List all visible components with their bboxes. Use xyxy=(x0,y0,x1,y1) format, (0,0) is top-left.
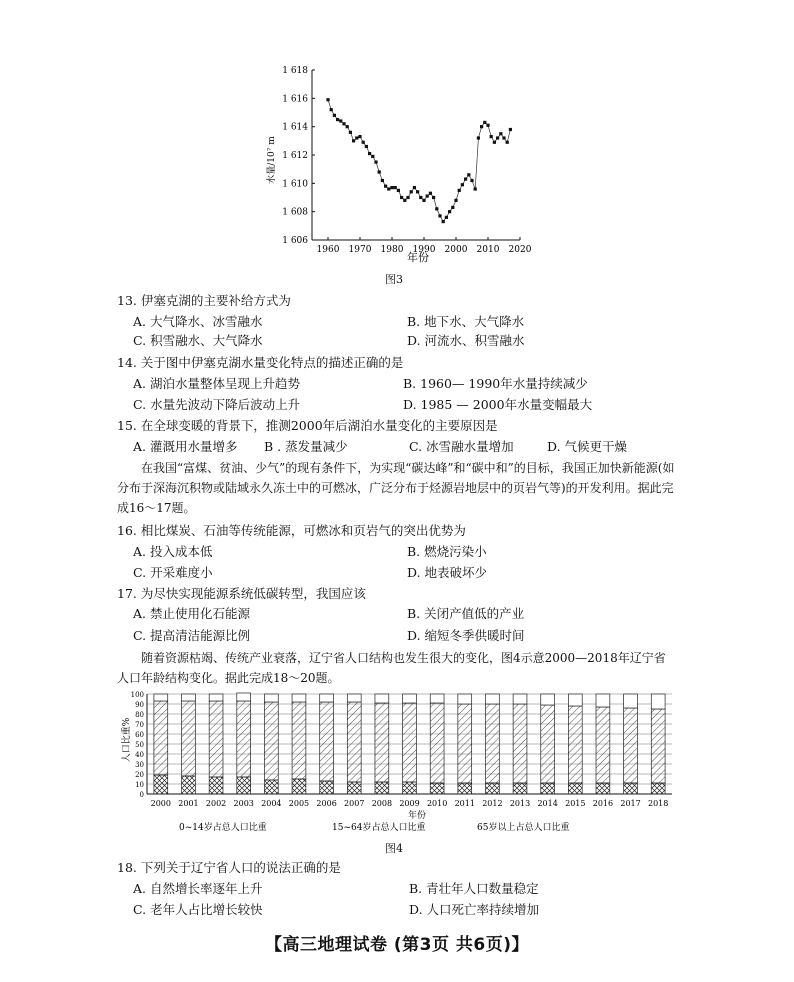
fig3-point xyxy=(410,190,413,193)
fig3-point xyxy=(397,189,400,192)
fig4-bar-segment xyxy=(237,701,251,777)
fig3-point xyxy=(483,121,486,124)
question-17-option-c: C. 提高清洁能源比例 xyxy=(133,628,251,643)
question-16-option-d: D. 地表破坏少 xyxy=(407,565,488,580)
fig4-bar-segment xyxy=(182,776,196,794)
fig4-y-tick-label: 10 xyxy=(135,781,144,789)
fig4-x-tick-label: 2018 xyxy=(648,799,669,808)
fig4-bar-segment xyxy=(403,703,417,782)
fig3-y-tick-label: 1 606 xyxy=(282,236,308,246)
fig3-point xyxy=(333,114,336,117)
fig3-point xyxy=(445,216,448,219)
question-18-option-a: A. 自然增长率逐年上升 xyxy=(133,881,263,896)
fig4-bar-segment xyxy=(596,783,610,794)
fig3-point xyxy=(355,136,358,139)
fig3-x-tick-label: 1980 xyxy=(380,245,404,255)
fig3-point xyxy=(394,186,397,189)
fig4-bar-segment xyxy=(292,702,306,779)
fig3-point xyxy=(384,185,387,188)
fig4-bar-segment xyxy=(541,694,555,705)
fig4-y-tick-label: 60 xyxy=(135,731,144,739)
fig3-point xyxy=(493,141,496,144)
fig4-bar-segment xyxy=(237,693,251,701)
fig4-legend-3: 65岁以上占总人口比重 xyxy=(477,823,570,833)
fig3-point xyxy=(419,196,422,199)
fig4-bar-segment xyxy=(485,694,499,704)
fig4-bar-segment xyxy=(651,709,665,783)
fig4-y-tick-label: 30 xyxy=(135,761,144,769)
fig4-x-tick-label: 2017 xyxy=(620,799,641,808)
fig3-point xyxy=(358,135,361,138)
fig4-bar-segment xyxy=(209,701,223,777)
fig4-bar-segment xyxy=(596,694,610,707)
fig4-bar-segment xyxy=(458,704,472,783)
fig3-point xyxy=(461,183,464,186)
fig3-marks xyxy=(326,98,512,223)
fig3-point xyxy=(496,136,499,139)
fig3-axes xyxy=(312,70,520,240)
fig4-x-tick-label: 2000 xyxy=(150,799,171,808)
fig3-point xyxy=(339,119,342,122)
question-15-option-c: C. 冰雪融水量增加 xyxy=(409,439,514,454)
fig3-point xyxy=(480,125,483,128)
question-14-option-d: D. 1985 — 2000年水量变幅最大 xyxy=(403,397,593,412)
fig3-tick-labels xyxy=(282,66,531,255)
passage-energy: 在我国“富煤、贫油、少气”的现有条件下，为实现“碳达峰”和“碳中和”的目标，我国正加快新能源(如分布于深海沉积物或陆域永久冻土中的可燃冰，广泛分布于烃源岩地层中的页岩气等)的开发利用。据此完成16～17题。 xyxy=(117,461,675,515)
fig4-bar-segment xyxy=(541,783,555,794)
fig4-bar-segment xyxy=(430,703,444,783)
fig4-bar-segment xyxy=(347,782,361,794)
question-13-option-a: A. 大气降水、冰雪融水 xyxy=(133,314,263,329)
fig3-point xyxy=(499,132,502,135)
fig4-bar-segment xyxy=(209,694,223,701)
passage-population: 随着资源枯竭、传统产业衰落，辽宁省人口结构也发生很大的变化，图4示意2000—2018年辽宁省人口年龄结构变化。据此完成18～20题。 xyxy=(117,651,666,685)
fig4-x-tick-label: 2016 xyxy=(592,799,614,808)
fig4-y-tick-label: 20 xyxy=(135,771,144,779)
question-17-stem: 17. 为尽快实现能源系统低碳转型，我国应该 xyxy=(117,586,366,601)
fig3-point xyxy=(464,177,467,180)
fig4-y-tick-label: 0 xyxy=(139,791,144,799)
question-16-option-b: B. 燃烧污染小 xyxy=(407,544,487,559)
fig4-bar-segment xyxy=(264,780,278,794)
fig4-bar-segment xyxy=(458,783,472,794)
question-15-stem: 15. 在全球变暖的背景下，推测2000年后湖泊水量变化的主要原因是 xyxy=(117,418,498,433)
fig3-point xyxy=(448,210,451,213)
fig4-x-tick-label: 2014 xyxy=(537,799,558,808)
fig3-point xyxy=(406,196,409,199)
fig3-x-tick-label: 1990 xyxy=(412,245,436,255)
fig4-bar-segment xyxy=(403,694,417,703)
fig4-bar-segment xyxy=(513,783,527,794)
fig4-bar-segment xyxy=(154,694,168,701)
fig4-bar-segment xyxy=(264,702,278,780)
fig3-point xyxy=(403,199,406,202)
fig4-bar-segment xyxy=(651,694,665,709)
question-13-stem: 13. 伊塞克湖的主要补给方式为 xyxy=(117,293,291,308)
fig3-point xyxy=(470,179,473,182)
fig4-bars xyxy=(154,693,665,794)
fig4-bar-segment xyxy=(624,783,638,794)
fig3-y-tick-label: 1 608 xyxy=(282,207,308,218)
fig4-y-tick-label: 80 xyxy=(135,711,144,719)
fig3-x-tick-label: 2000 xyxy=(444,245,468,255)
fig4-bar-segment xyxy=(182,701,196,776)
fig3-x-tick-label: 2010 xyxy=(476,245,500,255)
fig4-x-tick-label: 2007 xyxy=(344,799,365,808)
fig4-bar-segment xyxy=(513,694,527,704)
fig4-bar-segment xyxy=(624,708,638,783)
fig3-x-tick-label: 1970 xyxy=(348,245,372,255)
fig3-point xyxy=(374,160,377,163)
fig3-point xyxy=(502,136,505,139)
fig4-bar-segment xyxy=(485,783,499,794)
fig3-point xyxy=(330,108,333,111)
fig3-point xyxy=(346,125,349,128)
fig3-point xyxy=(429,192,432,195)
fig3-point xyxy=(387,187,390,190)
fig4-x-tick-label: 2003 xyxy=(233,799,254,808)
fig3-point xyxy=(381,179,384,182)
fig3-point xyxy=(342,122,345,125)
fig3-y-tick-label: 1 614 xyxy=(282,122,308,133)
fig4-bar-segment xyxy=(375,703,389,782)
question-14-stem: 14. 关于图中伊塞克湖水量变化特点的描述正确的是 xyxy=(117,355,404,370)
fig4-bar-segment xyxy=(375,694,389,703)
fig3-point xyxy=(451,206,454,209)
fig4-y-axis-label: 人口比重% xyxy=(122,717,132,763)
fig3-point xyxy=(506,141,509,144)
fig4-bar-segment xyxy=(651,783,665,794)
fig4-bar-segment xyxy=(182,694,196,701)
page-footer: 【高三地理试卷 (第3页 共6页)】 xyxy=(264,935,530,955)
fig4-bar-segment xyxy=(320,781,334,794)
fig4-bar-segment xyxy=(154,701,168,775)
fig3-point xyxy=(378,170,381,173)
fig4-x-tick-label: 2012 xyxy=(482,799,503,808)
fig4-x-tick-label: 2013 xyxy=(509,799,531,808)
fig3-y-tick-label: 1 616 xyxy=(282,94,308,105)
fig3-y-tick-label: 1 610 xyxy=(282,179,308,190)
question-17-option-b: B. 关闭产值低的产业 xyxy=(407,606,525,621)
fig4-x-tick-label: 2008 xyxy=(371,799,393,808)
fig4-bar-segment xyxy=(403,782,417,794)
fig3-point xyxy=(349,131,352,134)
fig4-legend-2: 15~64岁占总人口比重 xyxy=(332,823,426,833)
fig3-point xyxy=(365,145,368,148)
fig3-point xyxy=(416,190,419,193)
fig3-point xyxy=(362,141,365,144)
fig4-bar-segment xyxy=(568,694,582,706)
fig3-x-axis-label: 年份 xyxy=(407,251,429,264)
fig4-x-tick-label: 2015 xyxy=(565,799,586,808)
fig3-point xyxy=(422,199,425,202)
fig4-y-tick-label: 90 xyxy=(135,701,144,709)
fig3-y-tick-label: 1 612 xyxy=(282,151,308,161)
question-18-option-d: D. 人口死亡率持续增加 xyxy=(409,902,540,917)
fig4-x-tick-label: 2004 xyxy=(261,799,282,808)
fig4-bar-segment xyxy=(292,779,306,794)
fig4-bar-segment xyxy=(624,694,638,708)
fig4-y-tick-label: 70 xyxy=(135,721,144,729)
fig4-x-tick-label: 2010 xyxy=(426,799,448,808)
question-18-stem: 18. 下列关于辽宁省人口的说法正确的是 xyxy=(117,860,341,875)
fig4-x-axis-label: 年份 xyxy=(407,811,427,821)
fig4-bar-segment xyxy=(568,706,582,783)
fig4-bar-segment xyxy=(596,707,610,783)
fig3-point xyxy=(432,196,435,199)
question-16-option-a: A. 投入成本低 xyxy=(133,544,213,559)
fig3-point xyxy=(454,199,457,202)
fig4-y-tick-label: 40 xyxy=(135,751,144,759)
fig4-bar-segment xyxy=(375,782,389,794)
fig4-bar-segment xyxy=(568,783,582,794)
question-15-option-b: B . 蒸发量减少 xyxy=(264,439,348,454)
fig3-point xyxy=(326,98,329,101)
figure-4-chart xyxy=(117,688,677,838)
question-14-option-b: B. 1960— 1990年水量持续减少 xyxy=(403,376,588,391)
question-17-option-d: D. 缩短冬季供暖时间 xyxy=(407,628,525,643)
figure-3-caption: 图3 xyxy=(385,273,403,286)
fig4-x-tick-label: 2011 xyxy=(454,799,475,808)
question-14-option-a: A. 湖泊水量整体呈现上升趋势 xyxy=(133,376,300,391)
fig4-bar-segment xyxy=(430,783,444,794)
question-17-option-a: A. 禁止使用化石能源 xyxy=(133,606,250,621)
question-18-option-c: C. 老年人占比增长较快 xyxy=(133,902,263,917)
fig3-point xyxy=(438,214,441,217)
fig4-bar-segment xyxy=(320,694,334,702)
fig3-point xyxy=(336,118,339,121)
fig4-bar-segment xyxy=(292,694,306,702)
fig3-point xyxy=(435,207,438,210)
fig3-point xyxy=(371,155,374,158)
fig3-point xyxy=(509,128,512,131)
fig3-point xyxy=(352,139,355,142)
fig4-bar-segment xyxy=(264,694,278,702)
fig3-series-line xyxy=(328,100,510,222)
fig3-y-tick-label: 1 618 xyxy=(282,66,308,76)
fig4-y-tick-label: 50 xyxy=(135,741,144,749)
question-16-stem: 16. 相比煤炭、石油等传统能源，可燃冰和页岩气的突出优势为 xyxy=(117,523,466,538)
fig4-legend-1: 0~14岁占总人口比重 xyxy=(179,823,267,833)
fig4-bar-segment xyxy=(347,702,361,782)
question-18-option-b: B. 青壮年人口数量稳定 xyxy=(409,881,539,896)
fig3-point xyxy=(458,189,461,192)
fig3-point xyxy=(442,220,445,223)
question-13-option-d: D. 河流水、积雪融水 xyxy=(407,333,525,348)
fig4-bar-segment xyxy=(485,704,499,783)
fig4-bar-segment xyxy=(320,702,334,781)
fig4-bar-segment xyxy=(347,694,361,702)
figure-3-chart xyxy=(260,60,540,290)
fig4-x-tick-label: 2005 xyxy=(288,799,310,808)
fig3-point xyxy=(474,187,477,190)
fig3-point xyxy=(390,186,393,189)
fig3-y-axis-label: 水量/10⁷ m xyxy=(267,136,277,184)
fig4-bar-segment xyxy=(541,705,555,783)
fig3-point xyxy=(477,136,480,139)
fig3-point xyxy=(486,124,489,127)
question-13-option-c: C. 积雪融水、大气降水 xyxy=(133,333,263,348)
fig4-bar-segment xyxy=(430,694,444,703)
figure-4-caption: 图4 xyxy=(385,842,403,855)
fig3-point xyxy=(467,173,470,176)
fig4-x-tick-label: 2006 xyxy=(316,799,337,808)
fig4-bar-segment xyxy=(513,704,527,783)
fig3-point xyxy=(368,152,371,155)
fig3-point xyxy=(490,135,493,138)
fig3-point xyxy=(413,186,416,189)
fig3-point xyxy=(426,194,429,197)
fig4-x-tick-label: 2001 xyxy=(178,799,199,808)
question-14-option-c: C. 水量先波动下降后波动上升 xyxy=(133,397,301,412)
fig4-bar-segment xyxy=(458,694,472,704)
fig4-y-tick-label: 100 xyxy=(130,691,144,699)
fig3-x-tick-label: 2020 xyxy=(508,245,532,255)
question-16-option-c: C. 开采难度小 xyxy=(133,565,213,580)
question-13-option-b: B. 地下水、大气降水 xyxy=(407,314,525,329)
fig4-bar-segment xyxy=(237,777,251,794)
fig4-bar-segment xyxy=(154,775,168,794)
fig4-bar-segment xyxy=(209,777,223,794)
question-15-option-a: A. 灌溉用水量增多 xyxy=(133,439,238,454)
fig4-x-tick-label: 2002 xyxy=(205,799,227,808)
fig3-x-tick-label: 1960 xyxy=(316,245,340,255)
fig4-x-tick-label: 2009 xyxy=(399,799,420,808)
fig3-point xyxy=(400,196,403,199)
question-15-option-d: D. 气候更干燥 xyxy=(547,439,628,454)
